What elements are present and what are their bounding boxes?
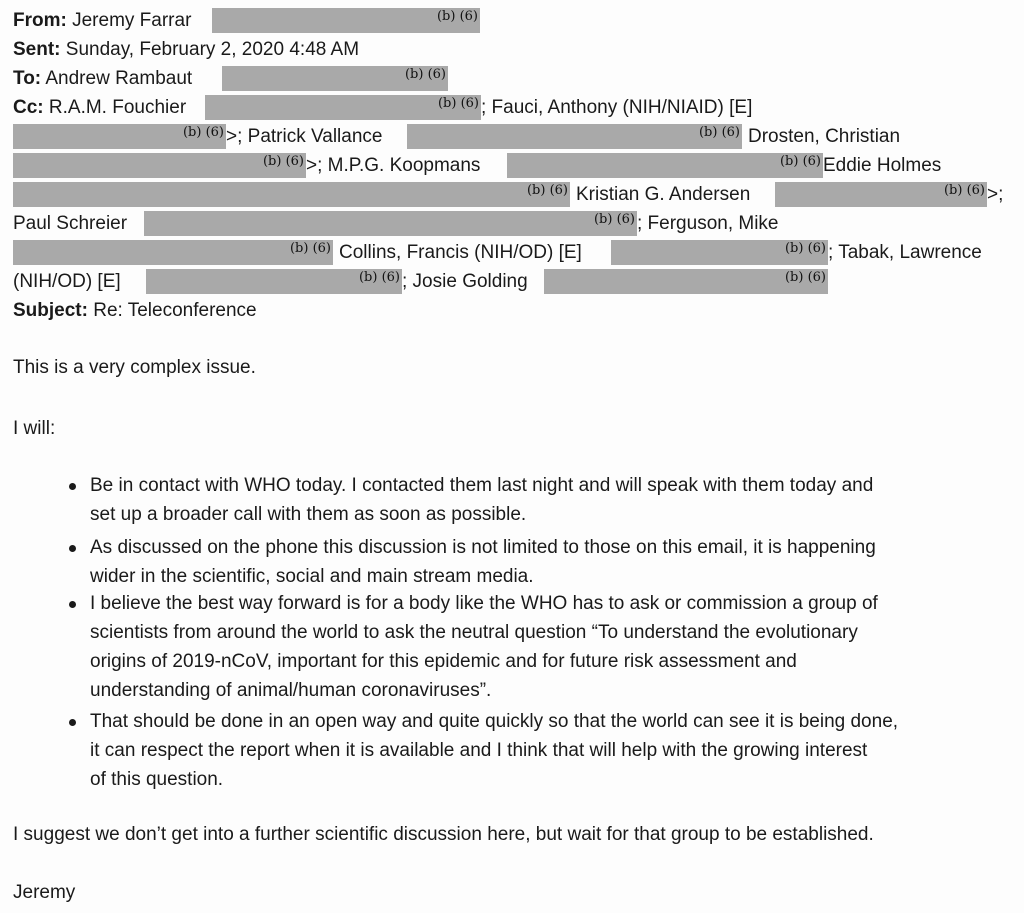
- redaction-code: (b) (6): [526, 183, 568, 198]
- cc-recipient: >; Patrick Vallance: [226, 126, 383, 147]
- bullet-dot-icon: [69, 719, 76, 726]
- redaction-code: (b) (6): [593, 212, 635, 227]
- bullet-dot-icon: [69, 601, 76, 608]
- bullet-line: As discussed on the phone this discussion is not limited to those on this email, it is happening: [90, 537, 876, 558]
- cc-recipient: R.A.M. Fouchier: [48, 97, 187, 118]
- cc-line-7: [13, 267, 121, 296]
- redaction-box: [212, 8, 480, 33]
- bullet-line: set up a broader call with them as soon as possible.: [90, 504, 527, 525]
- redaction-code: (b) (6): [289, 241, 331, 256]
- cc-recipient: Drosten, Christian: [748, 126, 901, 147]
- cc-line-2: [226, 122, 382, 151]
- cc-line-3-cont: [823, 151, 941, 180]
- cc-recipient: ; Fauci, Anthony (NIH/NIAID) [E]: [481, 97, 753, 118]
- subject-line: [13, 296, 257, 325]
- redaction-box: [205, 95, 481, 120]
- redaction-box: [144, 211, 637, 236]
- cc-label: Cc:: [13, 97, 44, 118]
- bullet-line: of this question.: [90, 769, 224, 790]
- cc-recipient: (NIH/OD) [E]: [13, 271, 121, 292]
- cc-line-4: [576, 180, 750, 209]
- redaction-box: [13, 182, 570, 207]
- bullet-line: it can respect the report when it is available and I think that will help with the growing interest: [90, 740, 868, 761]
- bullet-line: That should be done in an open way and quite quickly so that the world can see it is being done,: [90, 711, 899, 732]
- sent-value: Sunday, February 2, 2020 4:48 AM: [65, 39, 360, 60]
- cc-line-3: [306, 151, 480, 180]
- cc-line-7-cont: [402, 267, 528, 296]
- bullet-dot-icon: [69, 483, 76, 490]
- redaction-box: [507, 153, 823, 178]
- redaction-code: (b) (6): [779, 154, 821, 169]
- bullet-line: wider in the scientific, social and main stream media.: [90, 566, 534, 587]
- redaction-box: [222, 66, 448, 91]
- bullet-line: scientists from around the world to ask the neutral question “To understand the evolutionary: [90, 622, 858, 643]
- redaction-code: (b) (6): [404, 67, 446, 82]
- bullet-line: I believe the best way forward is for a body like the WHO has to ask or commission a group of: [90, 593, 878, 614]
- list-item: [90, 533, 876, 591]
- to-label: To:: [13, 68, 42, 89]
- redaction-code: (b) (6): [784, 270, 826, 285]
- bullet-line: origins of 2019-nCoV, important for this epidemic and for future risk assessment and: [90, 651, 797, 672]
- cc-recipient: ; Josie Golding: [402, 271, 528, 292]
- cc-recipient: Collins, Francis (NIH/OD) [E]: [339, 242, 582, 263]
- cc-recipient: >; M.P.G. Koopmans: [306, 155, 481, 176]
- redaction-code: (b) (6): [784, 241, 826, 256]
- redaction-code: (b) (6): [182, 125, 224, 140]
- bullet-line: Be in contact with WHO today. I contacted them last night and will speak with them today and: [90, 475, 874, 496]
- cc-recipient: Paul Schreier: [13, 213, 128, 234]
- redaction-box: [611, 240, 828, 265]
- redaction-code: (b) (6): [943, 183, 985, 198]
- from-line: [13, 6, 191, 35]
- closing-paragraph: I suggest we don’t get into a further scientific discussion here, but wait for that group to be established.: [13, 824, 874, 845]
- to-value: Andrew Rambaut: [45, 68, 193, 89]
- cc-recipient: >;: [987, 184, 1004, 205]
- cc-line-5: [13, 209, 127, 238]
- bullet-line: understanding of animal/human coronaviruses”.: [90, 680, 492, 701]
- cc-line-1-cont: [481, 93, 752, 122]
- sent-label: Sent:: [13, 39, 61, 60]
- redaction-code: (b) (6): [436, 9, 478, 24]
- bullet-dot-icon: [69, 545, 76, 552]
- from-value: Jeremy Farrar: [72, 10, 192, 31]
- redaction-box: [146, 269, 402, 294]
- subject-value: Re: Teleconference: [93, 300, 257, 321]
- cc-line-6-cont: [828, 238, 982, 267]
- i-will-paragraph: I will:: [13, 418, 56, 439]
- redaction-box: [775, 182, 987, 207]
- cc-recipient: Kristian G. Andersen: [576, 184, 751, 205]
- cc-line-2-cont: [748, 122, 900, 151]
- redaction-box: [544, 269, 828, 294]
- redaction-code: (b) (6): [358, 270, 400, 285]
- list-item: [90, 589, 878, 705]
- list-item: [90, 707, 898, 794]
- cc-line-5-cont: [637, 209, 779, 238]
- signature: Jeremy: [13, 882, 76, 903]
- redaction-box: [13, 240, 333, 265]
- subject-label: Subject:: [13, 300, 88, 321]
- redaction-code: (b) (6): [262, 154, 304, 169]
- to-line: [13, 64, 192, 93]
- redaction-box: [13, 153, 306, 178]
- cc-recipient: ; Tabak, Lawrence: [828, 242, 982, 263]
- cc-recipient: ; Ferguson, Mike: [637, 213, 779, 234]
- from-label: From:: [13, 10, 67, 31]
- sent-line: [13, 35, 359, 64]
- redaction-code: (b) (6): [698, 125, 740, 140]
- redaction-box: [407, 124, 742, 149]
- cc-recipient: Eddie Holmes: [823, 155, 942, 176]
- cc-line-4-cont: [987, 180, 1003, 209]
- intro-paragraph: This is a very complex issue.: [13, 357, 256, 378]
- list-item: [90, 471, 873, 529]
- redaction-box: [13, 124, 226, 149]
- redaction-code: (b) (6): [437, 96, 479, 111]
- cc-line-1: [13, 93, 186, 122]
- cc-line-6: [339, 238, 582, 267]
